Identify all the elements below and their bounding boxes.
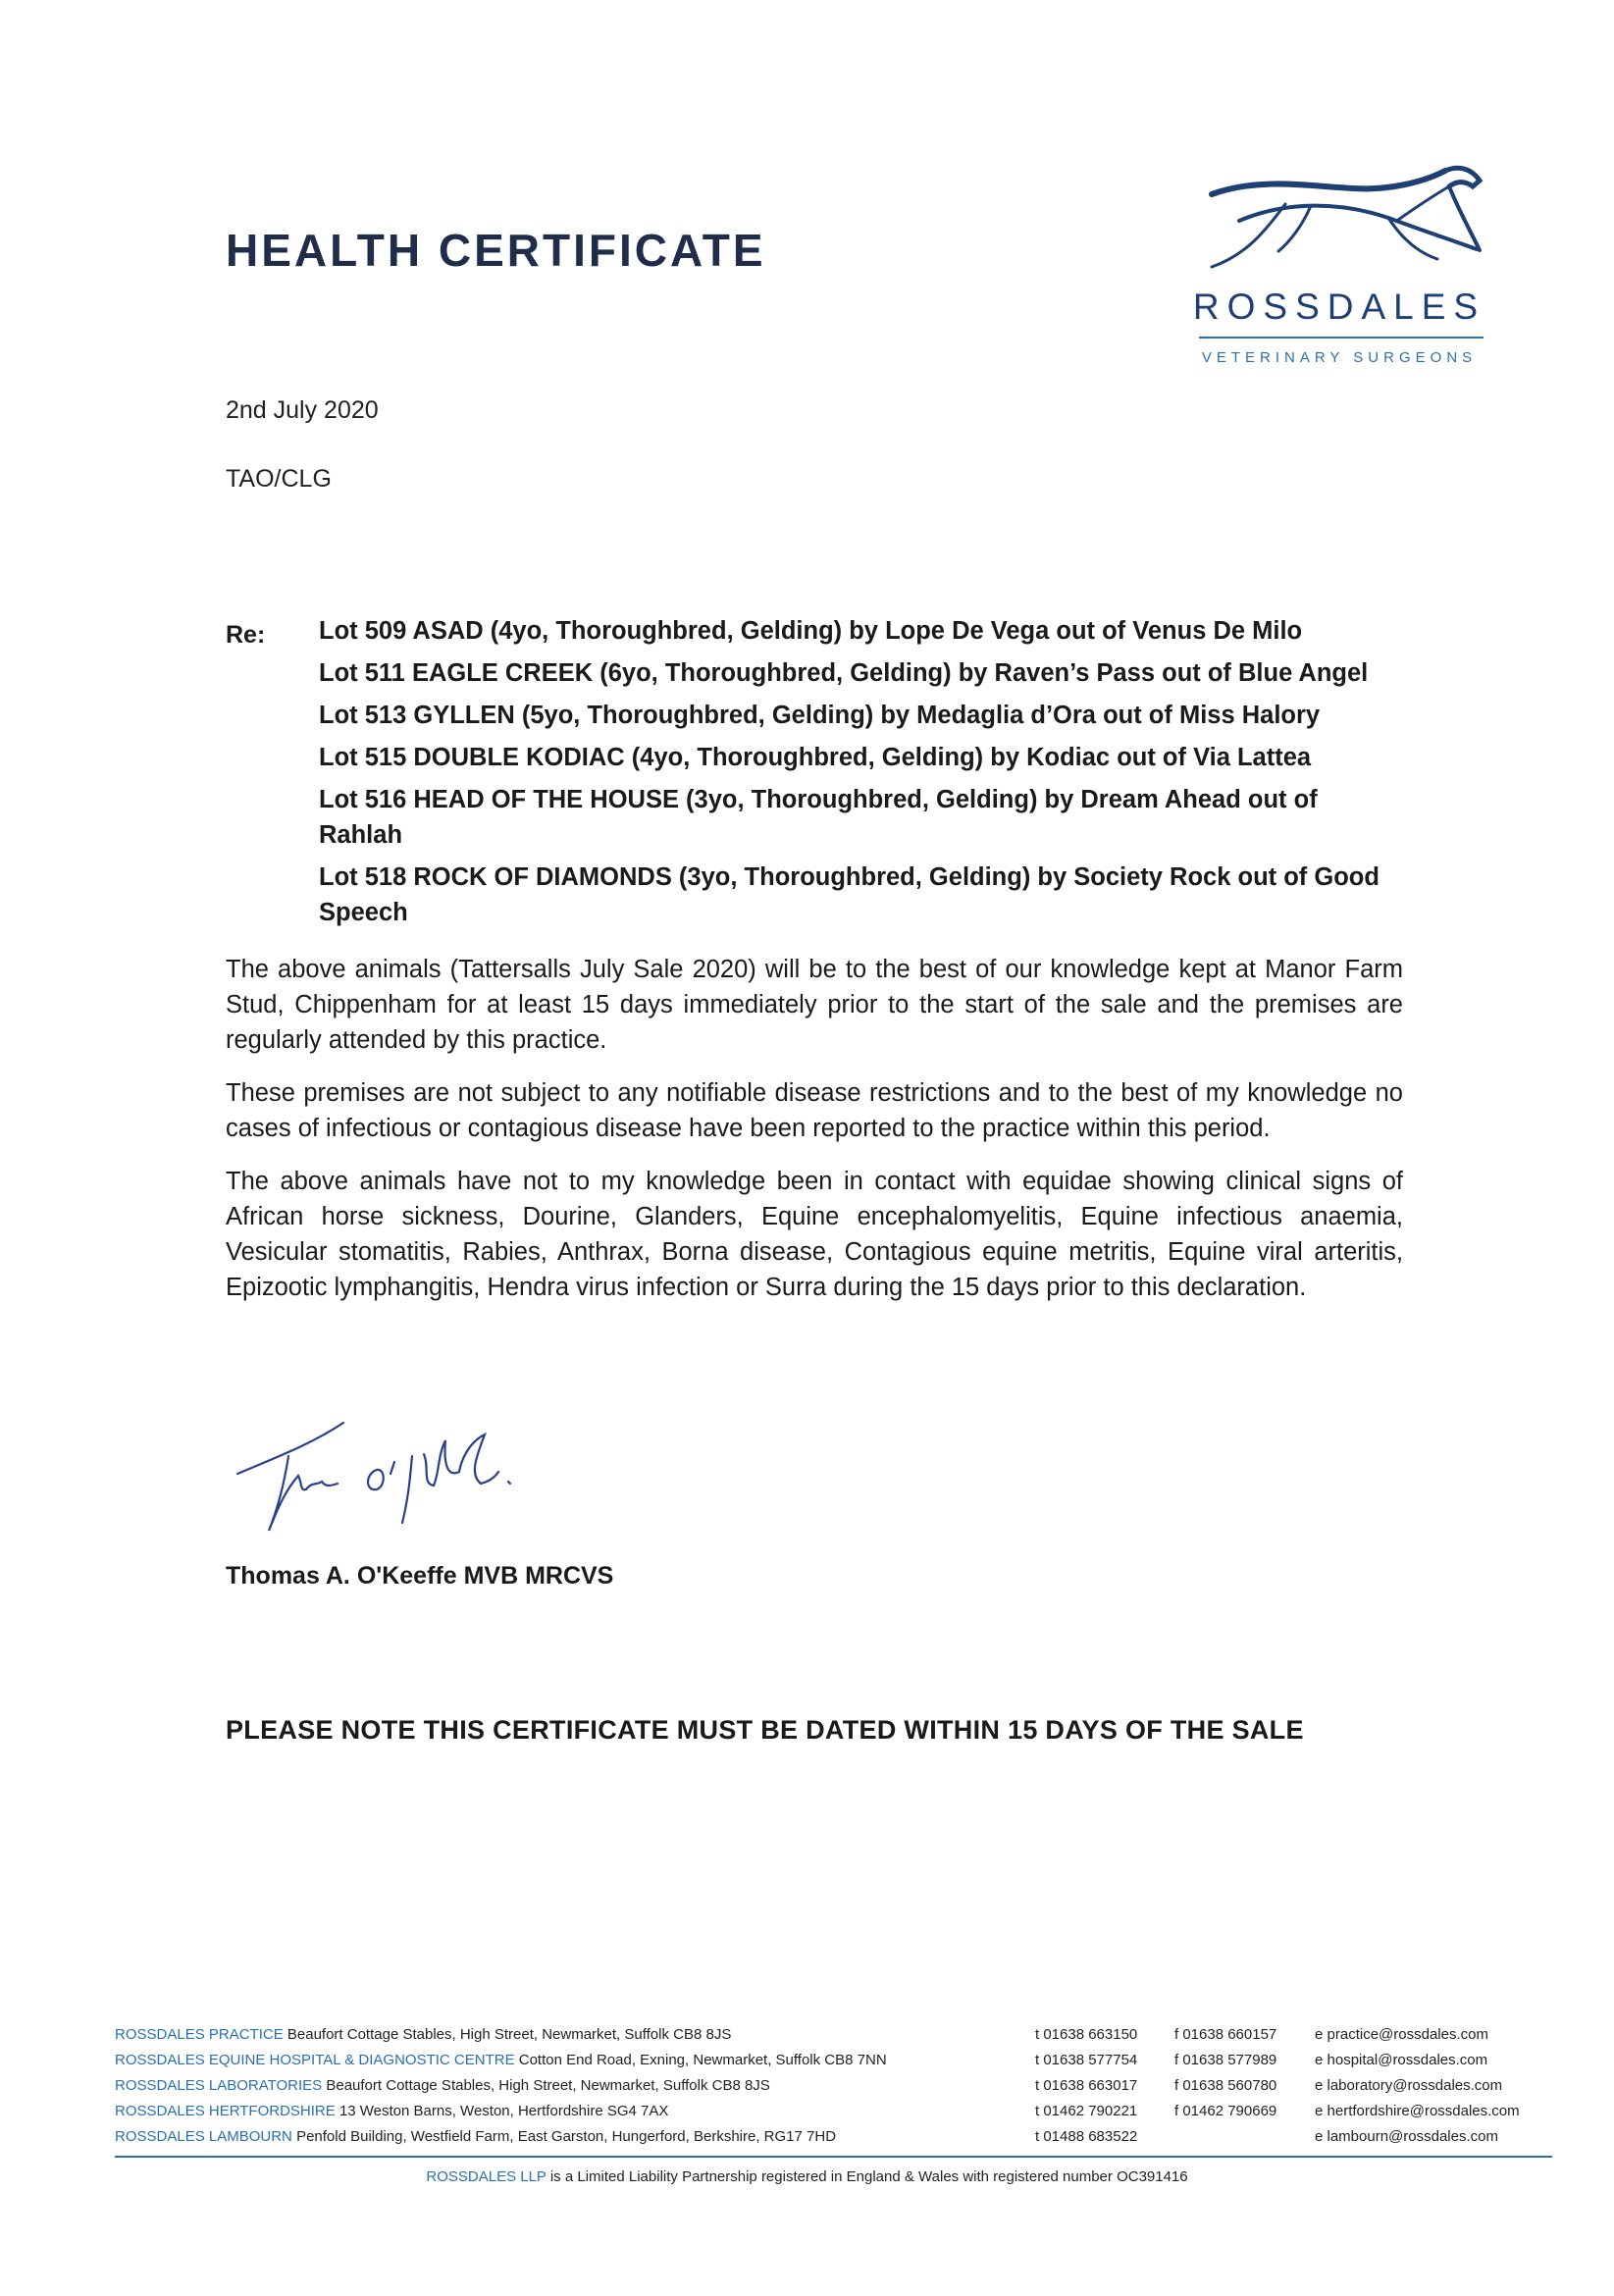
office-email[interactable]: e laboratory@rossdales.com bbox=[1315, 2077, 1503, 2094]
dating-notice: PLEASE NOTE THIS CERTIFICATE MUST BE DATED WITHIN 15 DAYS OF THE SALE bbox=[226, 1715, 1304, 1745]
office-fax: f 01462 790669 bbox=[1174, 2103, 1277, 2119]
llp-name: ROSSDALES LLP bbox=[426, 2168, 547, 2185]
office-name: ROSSDALES EQUINE HOSPITAL & DIAGNOSTIC CENTRE bbox=[115, 2052, 515, 2068]
lot-list bbox=[319, 613, 1398, 937]
signature bbox=[228, 1413, 522, 1550]
office-email[interactable]: e hertfordshire@rossdales.com bbox=[1315, 2103, 1520, 2119]
certificate-title: HEALTH CERTIFICATE bbox=[226, 225, 766, 276]
office-name: ROSSDALES PRACTICE bbox=[115, 2026, 284, 2043]
llp-text: is a Limited Liability Partnership registered in England & Wales with registered number OC391416 bbox=[549, 2168, 1188, 2185]
office-fax: f 01638 577989 bbox=[1174, 2052, 1277, 2068]
office-name: ROSSDALES HERTFORDSHIRE bbox=[115, 2103, 336, 2119]
office-email[interactable]: e practice@rossdales.com bbox=[1315, 2026, 1488, 2043]
signer-name: Thomas A. O'Keeffe MVB MRCVS bbox=[226, 1562, 614, 1590]
office-tel: t 01638 663150 bbox=[1035, 2026, 1138, 2043]
office-tel: t 01462 790221 bbox=[1035, 2103, 1138, 2119]
footer-row bbox=[115, 2026, 1547, 2052]
list-item: Lot 511 EAGLE CREEK (6yo, Thoroughbred, Gelding) by Raven’s Pass out of Blue Angel bbox=[319, 659, 1369, 687]
office-address: Beaufort Cottage Stables, High Street, Newmarket, Suffolk CB8 8JS bbox=[326, 2077, 770, 2094]
body-paragraph: These premises are not subject to any notifiable disease restrictions and to the best of my knowledge no cases of infectious or contagious disease have been reported to the practice within this period. bbox=[226, 1079, 1403, 1142]
footer-row bbox=[115, 2103, 1547, 2128]
footer-divider bbox=[115, 2156, 1552, 2158]
office-email[interactable]: e hospital@rossdales.com bbox=[1315, 2052, 1488, 2068]
office-email[interactable]: e lambourn@rossdales.com bbox=[1315, 2128, 1498, 2145]
letter-date: 2nd July 2020 bbox=[226, 396, 379, 424]
office-tel: t 01638 577754 bbox=[1035, 2052, 1138, 2068]
letter-reference: TAO/CLG bbox=[226, 465, 332, 493]
list-item: Lot 518 ROCK OF DIAMONDS (3yo, Thoroughbred, Gelding) by Society Rock out of Good Speech bbox=[319, 863, 1380, 926]
list-item: Lot 513 GYLLEN (5yo, Thoroughbred, Gelding) by Medaglia d’Ora out of Miss Halory bbox=[319, 702, 1321, 729]
horse-icon bbox=[1192, 157, 1486, 373]
office-address: 13 Weston Barns, Weston, Hertfordshire SG4 7AX bbox=[338, 2103, 669, 2119]
footer-offices bbox=[115, 2026, 1547, 2154]
logo-subtitle: VETERINARY SURGEONS bbox=[1201, 349, 1478, 366]
llp-registration bbox=[0, 2168, 1614, 2185]
office-name: ROSSDALES LAMBOURN bbox=[115, 2128, 292, 2145]
office-fax: f 01638 660157 bbox=[1174, 2026, 1277, 2043]
office-address: Cotton End Road, Exning, Newmarket, Suffolk CB8 7NN bbox=[518, 2052, 887, 2068]
logo-divider bbox=[1199, 337, 1484, 339]
list-item: Lot 515 DOUBLE KODIAC (4yo, Thoroughbred, Gelding) by Kodiac out of Via Lattea bbox=[319, 744, 1312, 771]
office-fax: f 01638 560780 bbox=[1174, 2077, 1277, 2094]
footer-row bbox=[115, 2128, 1547, 2154]
footer-row bbox=[115, 2077, 1547, 2103]
body-paragraph: The above animals have not to my knowledge been in contact with equidae showing clinical signs of African horse sickness, Dourine, Glanders, Equine encephalomyelitis, Equine infectious anaemia, Vesicular stomatitis, Rabies, Anthrax, Borna disease, Contagious equine metritis, Equine viral arteritis, Epizootic lymphangitis, Hendra virus infection or Surra during the 15 days prior to this declaration. bbox=[226, 1168, 1403, 1301]
logo-wordmark: ROSSDALES bbox=[1192, 287, 1486, 327]
footer-row bbox=[115, 2052, 1547, 2077]
office-address: Beaufort Cottage Stables, High Street, Newmarket, Suffolk CB8 8JS bbox=[286, 2026, 732, 2043]
list-item: Lot 516 HEAD OF THE HOUSE (3yo, Thoroughbred, Gelding) by Dream Ahead out of Rahlah bbox=[319, 786, 1318, 849]
re-label: Re: bbox=[226, 621, 266, 649]
body-paragraph: The above animals (Tattersalls July Sale 2020) will be to the best of our knowledge kept at Manor Farm Stud, Chippenham for at least 15 days immediately prior to the start of the sale and the premises are regularly attended by this practice. bbox=[226, 956, 1403, 1054]
office-name: ROSSDALES LABORATORIES bbox=[115, 2077, 323, 2094]
list-item: Lot 509 ASAD (4yo, Thoroughbred, Gelding) by Lope De Vega out of Venus De Milo bbox=[319, 617, 1303, 645]
office-address: Penfold Building, Westfield Farm, East Garston, Hungerford, Berkshire, RG17 7HD bbox=[296, 2128, 837, 2145]
office-tel: t 01638 663017 bbox=[1035, 2077, 1138, 2094]
office-tel: t 01488 683522 bbox=[1035, 2128, 1138, 2145]
